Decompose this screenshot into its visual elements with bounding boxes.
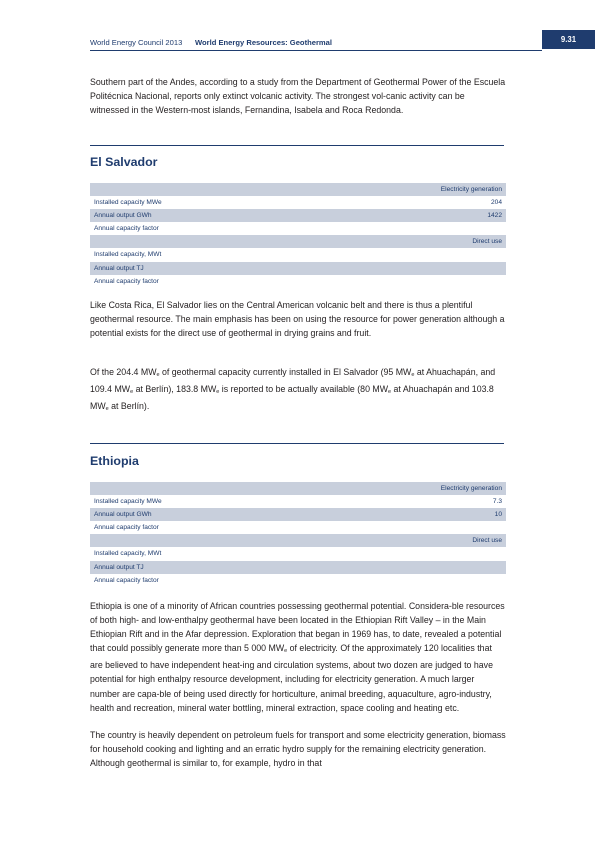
header-org: World Energy Council 2013 bbox=[90, 38, 183, 47]
section-heading-ethiopia: Ethiopia bbox=[90, 454, 139, 468]
table-row bbox=[90, 262, 506, 275]
page-number: 9.31 bbox=[542, 30, 595, 49]
table-cell-label: Annual capacity factor bbox=[94, 225, 159, 233]
table-row bbox=[90, 495, 506, 508]
page-header bbox=[90, 36, 542, 51]
table-cell-label: Installed capacity, MWt bbox=[94, 251, 162, 259]
el-salvador-paragraph-2: Of the 204.4 $MW_e$ of geothermal capacity currently installed in El Salvador (95 $MW_e$ at Ahuachapán, and 109.4 $MW_e$ at Berlín), 183.8 $MW_e$ is reported to be actually available (80 $MW_e$ at Ahuachapán and 103.8 $MW_e$ at Berlín). bbox=[90, 367, 496, 413]
table-cell-value: Electricity generation bbox=[440, 186, 502, 193]
table-header-row bbox=[90, 482, 506, 495]
table-row bbox=[90, 574, 506, 587]
table-row bbox=[90, 275, 506, 288]
table-row bbox=[90, 547, 506, 560]
table-header-row bbox=[90, 534, 506, 547]
table-cell-value: Direct use bbox=[472, 238, 502, 246]
table-cell-label: Annual capacity factor bbox=[94, 277, 159, 285]
section-heading-el-salvador: El Salvador bbox=[90, 155, 158, 169]
el-salvador-paragraph-1: Like Costa Rica, El Salvador lies on the Central American volcanic belt and there is thus a plentiful geothermal resource. The main emphasis has been on using the resource for power generation although a potential exists for the direct use of geothermal in drying grains and fruit. bbox=[90, 300, 505, 339]
table-cell-label: Installed capacity MWe bbox=[94, 498, 162, 506]
table-row bbox=[90, 508, 506, 521]
table-cell-label: Annual capacity factor bbox=[94, 576, 159, 584]
table-cell-label: Annual output GWh bbox=[94, 511, 152, 519]
table-cell-label: Installed capacity MWe bbox=[94, 199, 162, 207]
table-cell-value: 10 bbox=[494, 511, 502, 519]
table-row bbox=[90, 561, 506, 574]
header-title: World Energy Resources: Geothermal bbox=[195, 38, 333, 47]
section-divider bbox=[90, 443, 504, 444]
table-row bbox=[90, 222, 506, 235]
table-cell-label: Installed capacity, MWt bbox=[94, 550, 162, 558]
table-cell-value: 7.3 bbox=[492, 498, 502, 506]
el-salvador-table bbox=[90, 183, 506, 288]
table-cell-label: Annual output TJ bbox=[94, 264, 144, 272]
ethiopia-paragraph-1: Ethiopia is one of a minority of African countries possessing geothermal potential. Considera-ble resources of both high- and low-enthalpy geothermal have been located in the Ethiopian Rift Valley – in the Main Ethiopian Rift and in the Afar depression. Exploration that began in 1969 has, to date, revealed a potential that could possibly generate more than 5 000 $MW_e$ of electricity. Of the approximately 120 localities that are believed to have independent heat-ing and circulation systems, about two dozen are judged to have potential for high enthalpy resource development, including for electricity generation. A much larger number are capa-ble of being used directly for horticulture, animal breeding, aquaculture, agro-industry, health and recreation, mineral water bottling, mineral extraction, space cooling and heating etc. bbox=[90, 601, 505, 713]
ethiopia-table bbox=[90, 482, 506, 587]
table-cell-value: Direct use bbox=[472, 537, 502, 545]
table-header-row bbox=[90, 183, 506, 196]
intro-paragraph: Southern part of the Andes, according to a study from the Department of Geothermal Power of the Escuela Politécnica Nacional, reports only extinct volcanic activity. The strongest vol-canic activity can be witnessed in the Western-most islands, Fernandina, Isabela and Roca Redonda. bbox=[90, 77, 506, 116]
table-row bbox=[90, 248, 506, 261]
table-row bbox=[90, 196, 506, 209]
table-cell-value: 1422 bbox=[487, 212, 502, 220]
table-header-row bbox=[90, 235, 506, 248]
section-divider bbox=[90, 145, 504, 146]
table-cell-value: 204 bbox=[490, 199, 502, 207]
table-cell-label: Annual capacity factor bbox=[94, 524, 159, 532]
table-cell-label: Annual output TJ bbox=[94, 563, 144, 571]
table-row bbox=[90, 209, 506, 222]
table-cell-value: Electricity generation bbox=[440, 485, 502, 492]
table-row bbox=[90, 521, 506, 534]
ethiopia-paragraph-2: The country is heavily dependent on petroleum fuels for transport and some electricity generation, biomass for household cooking and lighting and an erratic hydro supply for the remaining electricity generation. Although geothermal is similar to, for example, hydro in that bbox=[90, 730, 506, 769]
table-cell-label: Annual output GWh bbox=[94, 212, 152, 220]
